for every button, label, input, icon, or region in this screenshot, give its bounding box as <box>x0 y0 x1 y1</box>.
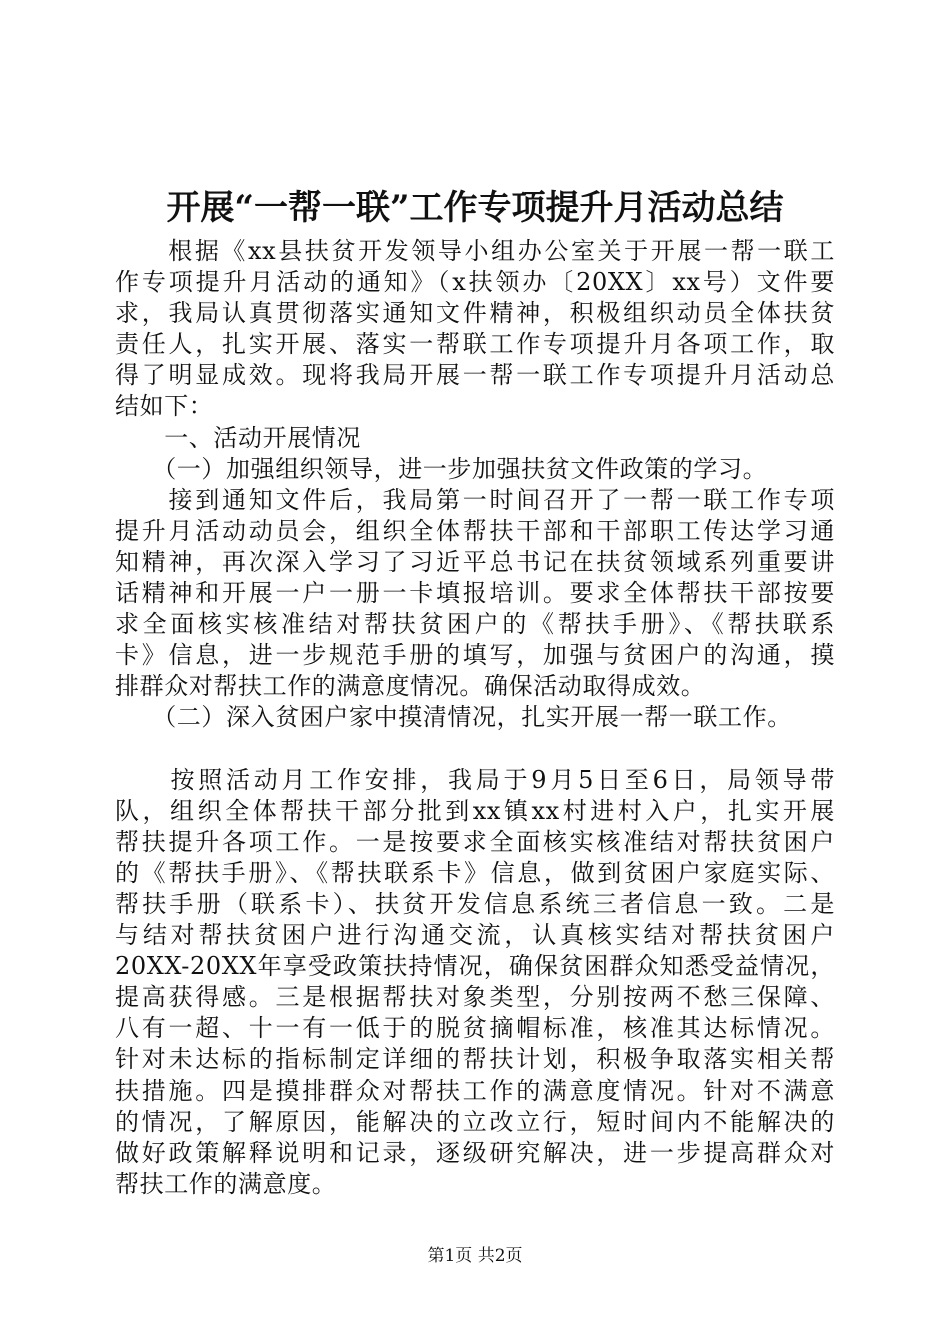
text-line: 求全面核实核准结对帮扶贫困户的《帮扶手册》、《帮扶联系 <box>115 610 835 639</box>
text-line: 20XX-20XX年享受政策扶持情况，确保贫困群众知悉受益情况， <box>115 952 835 981</box>
text-line: 按照活动月工作安排，我局于9月5日至6日，局领导带 <box>115 765 835 794</box>
text-line: 八有一超、十一有一低于的脱贫摘帽标准，核准其达标情况。 <box>115 1014 835 1043</box>
text-line: 的《帮扶手册》、《帮扶联系卡》信息，做到贫困户家庭实际、 <box>115 858 835 887</box>
text-line: 知精神，再次深入学习了习近平总书记在扶贫领域系列重要讲 <box>115 547 835 576</box>
text-line: 扶措施。四是摸排群众对帮扶工作的满意度情况。针对不满意 <box>115 1076 835 1105</box>
text-line: 帮扶工作的满意度。 <box>115 1169 337 1198</box>
blank-line <box>115 734 835 765</box>
text-line: 的情况，了解原因，能解决的立改立行，短时间内不能解决的 <box>115 1107 835 1136</box>
text-line: （二）深入贫困户家中摸清情况，扎实开展一帮一联工作。 <box>115 703 792 732</box>
text-line: 作专项提升月活动的通知》（x扶领办〔20XX〕xx号）文件要 <box>115 268 835 297</box>
text-line: 提升月活动动员会，组织全体帮扶干部和干部职工传达学习通 <box>115 516 835 545</box>
text-line: 卡》信息，进一步规范手册的填写，加强与贫困户的沟通，摸 <box>115 641 835 670</box>
text-line: 接到通知文件后，我局第一时间召开了一帮一联工作专项 <box>115 485 835 514</box>
text-line: 责任人，扎实开展、落实一帮联工作专项提升月各项工作，取 <box>115 330 835 359</box>
text-line: 排群众对帮扶工作的满意度情况。确保活动取得成效。 <box>115 672 706 701</box>
text-line: 帮扶手册（联系卡）、扶贫开发信息系统三者信息一致。二是 <box>115 889 835 918</box>
text-line: 做好政策解释说明和记录，逐级研究解决，进一步提高群众对 <box>115 1138 835 1167</box>
text-line: 一、活动开展情况 <box>115 423 361 452</box>
document-body <box>115 236 835 1200</box>
document-title: 开展“一帮一联”工作专项提升月活动总结 <box>166 188 784 228</box>
text-line: 结如下： <box>115 392 214 421</box>
text-line: 帮扶提升各项工作。一是按要求全面核实核准结对帮扶贫困户 <box>115 827 835 856</box>
text-line: 求，我局认真贯彻落实通知文件精神，积极组织动员全体扶贫 <box>115 299 835 328</box>
text-line: 队，组织全体帮扶干部分批到xx镇xx村进村入户，扎实开展 <box>115 796 835 825</box>
text-line: （一）加强组织领导，进一步加强扶贫文件政策的学习。 <box>115 454 768 483</box>
text-line: 话精神和开展一户一册一卡填报培训。要求全体帮扶干部按要 <box>115 579 835 608</box>
text-line: 针对未达标的指标制定详细的帮扶计划，积极争取落实相关帮 <box>115 1045 835 1074</box>
text-line: 提高获得感。三是根据帮扶对象类型，分别按两不愁三保障、 <box>115 983 835 1012</box>
page-footer: 第1页 共2页 <box>427 1246 523 1266</box>
text-line: 得了明显成效。现将我局开展一帮一联工作专项提升月活动总 <box>115 361 835 390</box>
text-line: 根据《xx县扶贫开发领导小组办公室关于开展一帮一联工 <box>115 237 835 265</box>
text-line: 与结对帮扶贫困户进行沟通交流，认真核实结对帮扶贫困户 <box>115 921 835 950</box>
